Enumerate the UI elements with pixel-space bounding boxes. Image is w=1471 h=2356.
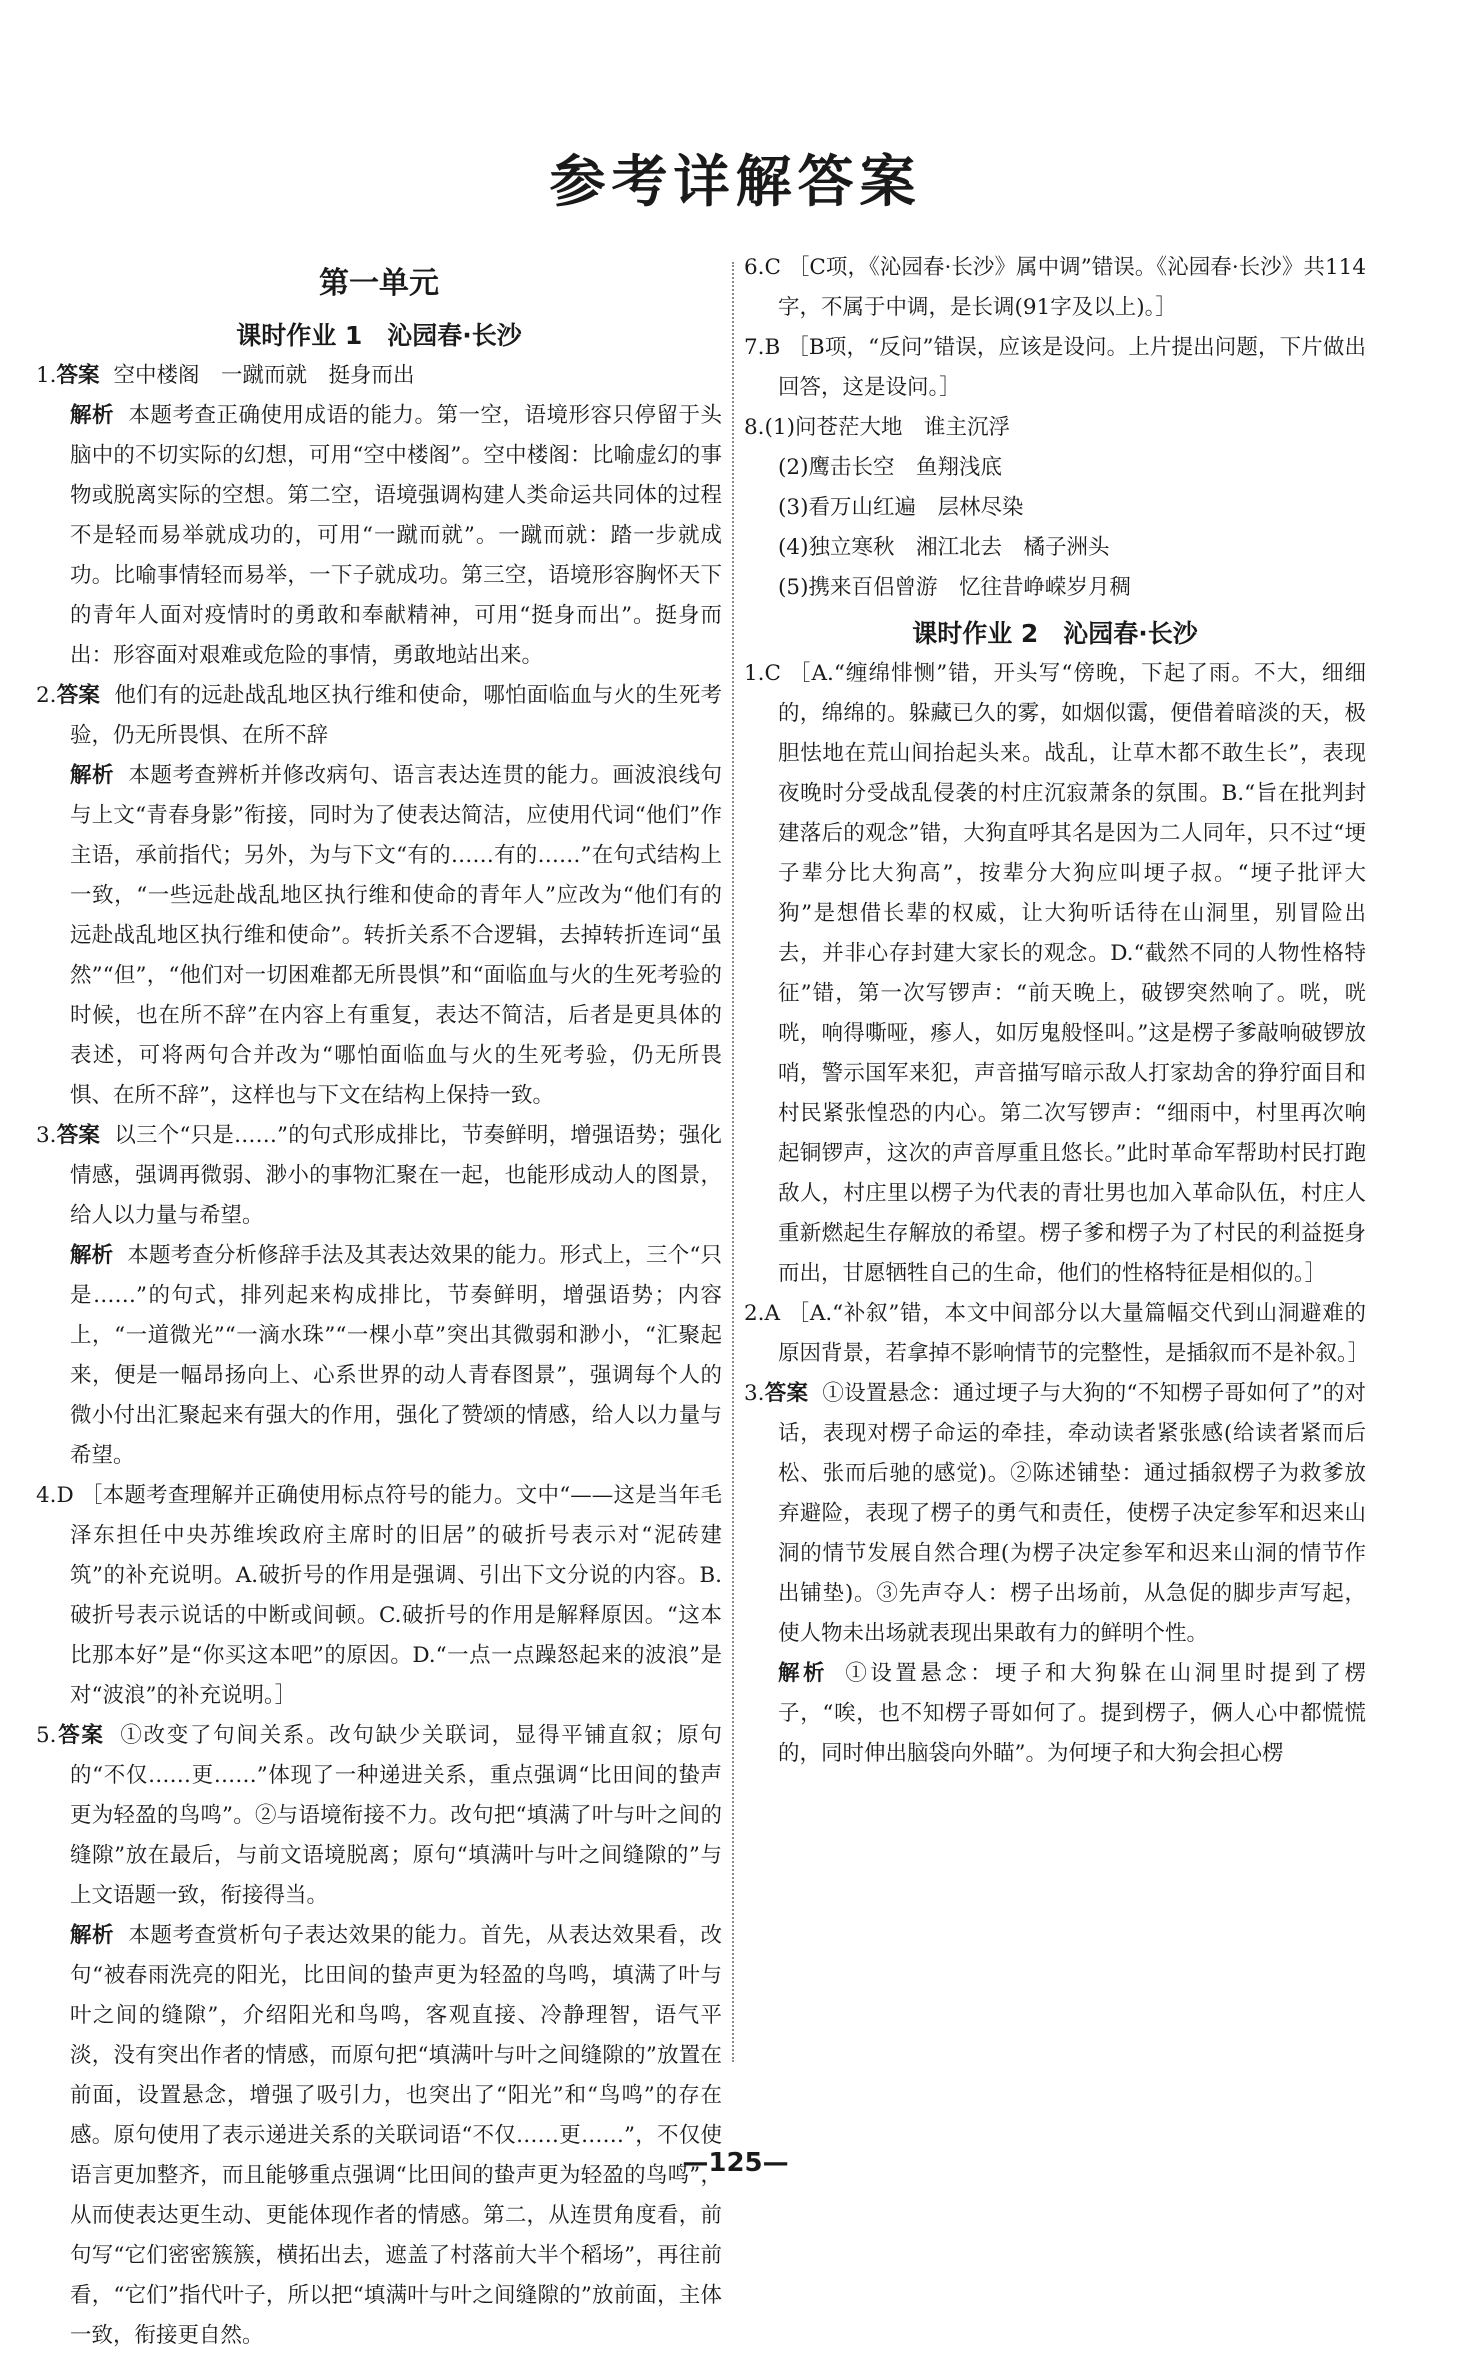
q5-analysis: 解析 本题考查赏析句子表达效果的能力。首先，从表达效果看，改句“被春雨洗亮的阳光，比田间的蛰声更为轻盈的鸟鸣，填满了叶与叶之间的缝隙”，介绍阳光和鸟鸣，客观直接、冷静理智，语气平淡，没有突出作者的情感，而原句把“填满叶与叶之间缝隙的”放置在前面，设置悬念，增强了吸引力，也突出了“阳光”和“鸟鸣”的存在感。原句使用了表示递进关系的关联词语“不仅……更……”，不仅使语言更加整齐，而且能够重点强调“比田间的蛰声更为轻盈的鸟鸣”，从而使表达更生动、更能体现作者的情感。第二，从连贯角度看，前句写“它们密密簇簇，横拓出去，遮盖了村落前大半个稻场”，再往前看，“它们”指代叶子，所以把“填满叶与叶之间缝隙的”放前面，主体一致，衔接更自然。 xyxy=(70,1923,723,2348)
q5-answer: 5.答案 ①改变了句间关系。改句缺少关联词，显得平铺直叙；原句的“不仅……更……”体现了一种递进关系，重点强调“比田间的蛰声更为轻盈的鸟鸣”。②与语境衔接不力。改句把“填满了叶与叶之间的缝隙”放在最后，与前文语境脱离；原句“填满叶与叶之间缝隙的”与上文语题一致，衔接得当。 xyxy=(36,1723,722,1908)
q8-line: (2)鹰击长空 鱼翔浅底 xyxy=(778,455,1002,480)
left-column xyxy=(36,258,722,2356)
l2-q3-answer: 3.答案 ①设置悬念：通过埂子与大狗的“不知楞子哥如何了”的对话，表现对楞子命运的牵挂，牵动读者紧张感(给读者紧而后松、张而后驰的感觉)。②陈述铺垫：通过插叙楞子为救爹放弃避险，表现了楞子的勇气和责任，使楞子决定参军和迟来山洞的情节发展自然合理(为楞子决定参军和迟来山洞的情节作出铺垫)。③先声夺人：楞子出场前，从急促的脚步声写起，使人物未出场就表现出果敢有力的鲜明个性。 xyxy=(744,1381,1366,1646)
q1-analysis: 解析 本题考查正确使用成语的能力。第一空，语境形容只停留于头脑中的不切实际的幻想，可用“空中楼阁”。空中楼阁：比喻虚幻的事物或脱离实际的空想。第二空，语境强调构建人类命运共同体的过程不是轻而易举就成功的，可用“一蹴而就”。一蹴而就：踏一步就成功。比喻事情轻而易举，一下子就成功。第三空，语境形容胸怀天下的青年人面对疫情时的勇敢和奉献精神，可用“挺身而出”。挺身而出：形容面对艰难或危险的事情，勇敢地站出来。 xyxy=(70,403,722,668)
q8-line: (4)独立寒秋 湘江北去 橘子洲头 xyxy=(778,535,1110,560)
q8-answer: 8.(1)问苍茫大地 谁主沉浮 xyxy=(744,415,1010,440)
q3-answer: 3.答案 以三个“只是……”的句式形成排比，节奏鲜明，增强语势；强化情感，强调再微弱、渺小的事物汇聚在一起，也能形成动人的图景，给人以力量与希望。 xyxy=(36,1123,722,1228)
q2-answer: 2.答案 他们有的远赴战乱地区执行维和使命，哪怕面临血与火的生死考验，仍无所畏惧、在所不辞 xyxy=(36,683,722,748)
lesson-heading-1: 课时作业 1 沁园春·长沙 xyxy=(236,321,522,350)
lesson-heading-2: 课时作业 2 沁园春·长沙 xyxy=(912,619,1198,648)
page-title: 参考详解答案 xyxy=(549,150,922,215)
q8-line: (5)携来百侣曾游 忆往昔峥嵘岁月稠 xyxy=(778,575,1131,600)
page-number: —125— xyxy=(682,2148,789,2178)
l2-q2-answer: 2.A ［A.“补叙”错，本文中间部分以大量篇幅交代到山洞避难的原因背景，若拿掉不影响情节的完整性，是插叙而不是补叙。］ xyxy=(744,1301,1370,1366)
q4-answer: 4.D ［本题考查理解并正确使用标点符号的能力。文中“——这是当年毛泽东担任中央苏维埃政府主席时的旧居”的破折号表示对“泥砖建筑”的补充说明。A.破折号的作用是强调、引出下文分说的内容。B.破折号表示说话的中断或间顿。C.破折号的作用是解释原因。“这本比那本好”是“你买这本吧”的原因。D.“一点一点躁怒起来的波浪”是对“波浪”的补充说明。］ xyxy=(36,1483,722,1708)
q7-answer: 7.B ［B项，“反问”错误，应该是设问。上片提出问题，下片做出回答，这是设问。］ xyxy=(744,335,1366,400)
q8-line: (3)看万山红遍 层林尽染 xyxy=(778,495,1024,520)
q6-answer: 6.C ［C项，《沁园春·长沙》属中调”错误。《沁园春·长沙》共114字，不属于中调，是长调(91字及以上)。］ xyxy=(744,255,1366,320)
unit-heading: 第一单元 xyxy=(319,266,439,301)
q3-analysis: 解析 本题考查分析修辞手法及其表达效果的能力。形式上，三个“只是……”的句式，排列起来构成排比，节奏鲜明，增强语势；内容上，“一道微光”“一滴水珠”“一棵小草”突出其微弱和渺小，“汇聚起来，便是一幅昂扬向上、心系世界的动人青春图景”，强调每个人的微小付出汇聚起来有强大的作用，强化了赞颂的情感，给人以力量与希望。 xyxy=(70,1243,722,1468)
l2-q1-answer: 1.C ［A.“缠绵悱恻”错，开头写“傍晚，下起了雨。不大，细细的，绵绵的。躲藏已久的雾，如烟似霭，便借着暗淡的天，极胆怯地在荒山间抬起头来。战乱，让草木都不敢生长”，表现夜晚时分受战乱侵袭的村庄沉寂萧条的氛围。B.“旨在批判封建落后的观念”错，大狗直呼其名是因为二人同年，只不过“埂子辈分比大狗高”，按辈分大狗应叫埂子叔。“埂子批评大狗”是想借长辈的权威，让大狗听话待在山洞里，别冒险出去，并非心存封建大家长的观念。D.“截然不同的人物性格特征”错，第一次写锣声：“前天晚上，破锣突然响了。咣，咣咣，响得嘶哑，瘆人，如厉鬼般怪叫。”这是楞子爹敲响破锣放哨，警示国军来犯，声音描写暗示敌人打家劫舍的狰狞面目和村民紧张惶恐的内心。第二次写锣声：“细雨中，村里再次响起铜锣声，这次的声音厚重且悠长。”此时革命军帮助村民打跑敌人，村庄里以楞子为代表的青壮男也加入革命队伍，村庄人重新燃起生存解放的希望。楞子爹和楞子为了村民的利益挺身而出，甘愿牺牲自己的生命，他们的性格特征是相似的。］ xyxy=(744,661,1366,1286)
q1-answer: 1.答案 空中楼阁 一蹴而就 挺身而出 xyxy=(36,363,415,388)
right-column xyxy=(744,248,1370,1774)
l2-q3-analysis: 解析 ①设置悬念：埂子和大狗躲在山洞里时提到了楞子，“唉，也不知楞子哥如何了。提到楞子，俩人心中都慌慌的，同时伸出脑袋向外瞄”。为何埂子和大狗会担心楞 xyxy=(778,1661,1366,1766)
column-divider xyxy=(732,262,734,2062)
q2-analysis: 解析 本题考查辨析并修改病句、语言表达连贯的能力。画波浪线句与上文“青春身影”衔接，同时为了使表达简洁，应使用代词“他们”作主语，承前指代；另外，为与下文“有的……有的……”在句式结构上一致，“一些远赴战乱地区执行维和使命的青年人”应改为“他们有的远赴战乱地区执行维和使命”。转折关系不合逻辑，去掉转折连词“虽然”“但”，“他们对一切困难都无所畏惧”和“面临血与火的生死考验的时候，也在所不辞”在内容上有重复，表达不简洁，后者是更具体的表述，可将两句合并改为“哪怕面临血与火的生死考验，仍无所畏惧、在所不辞”，这样也与下文在结构上保持一致。 xyxy=(70,763,722,1108)
